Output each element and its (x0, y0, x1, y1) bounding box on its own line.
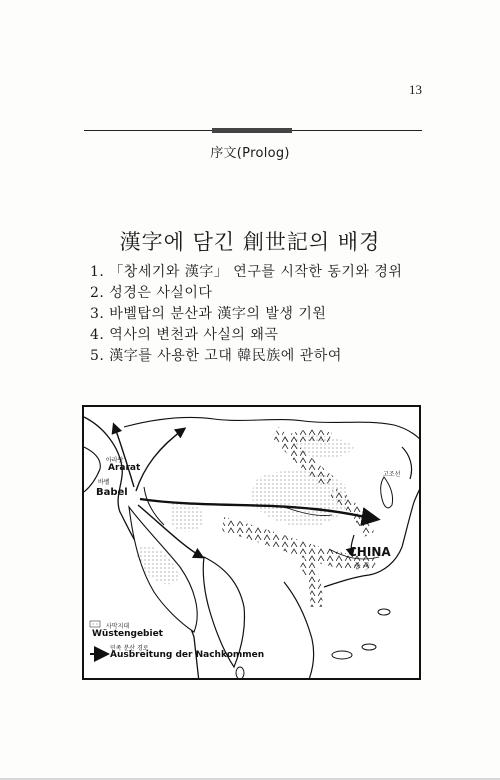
north-coast (124, 417, 421, 443)
map-label-ararat: Ararat (108, 463, 141, 473)
legend-desert: Wüstengebiet (92, 629, 163, 639)
dispersion-map (82, 405, 421, 680)
map-label-gojoseon: 고조선 (383, 471, 401, 478)
map-label-china-kr: 중 국 (354, 562, 370, 570)
section-label: 序文(Prolog) (210, 146, 290, 161)
arabian-desert (170, 501, 204, 531)
toc-item: 2. 성경은 사실이다 (90, 285, 213, 301)
table-of-contents (90, 262, 402, 367)
header-tab-marker (212, 128, 292, 133)
toc-item: 1. 「창세기와 漢字」 연구를 시작한 동기와 경위 (90, 264, 403, 280)
toc-item: 5. 漢字를 사용한 고대 韓民族에 관하여 (90, 348, 342, 364)
toc-item: 3. 바벨탑의 분산과 漢字의 발생 기원 (90, 306, 327, 322)
toc-item: 4. 역사의 변천과 사실의 왜곡 (90, 327, 279, 343)
legend-route: Ausbreitung der Nachkommen (110, 650, 265, 660)
page-number: 13 (409, 82, 422, 97)
legend-desert-swatch (90, 621, 100, 627)
indochina-coast (284, 582, 314, 680)
route-north (136, 429, 184, 491)
map-label-babel: Babel (96, 487, 128, 498)
legend-desert-kr: 사막지대 (106, 623, 130, 630)
map-label-babel-kr: 바벨 (98, 479, 110, 486)
legend-route-kr: 민족 분산 경로 (110, 645, 149, 652)
map-label-ararat-kr: 아라랏 (106, 457, 124, 464)
map-label-china: CHINA (348, 545, 391, 559)
map-illustration (84, 407, 421, 680)
chapter-title: 漢字에 담긴 創世記의 배경 (119, 230, 381, 255)
